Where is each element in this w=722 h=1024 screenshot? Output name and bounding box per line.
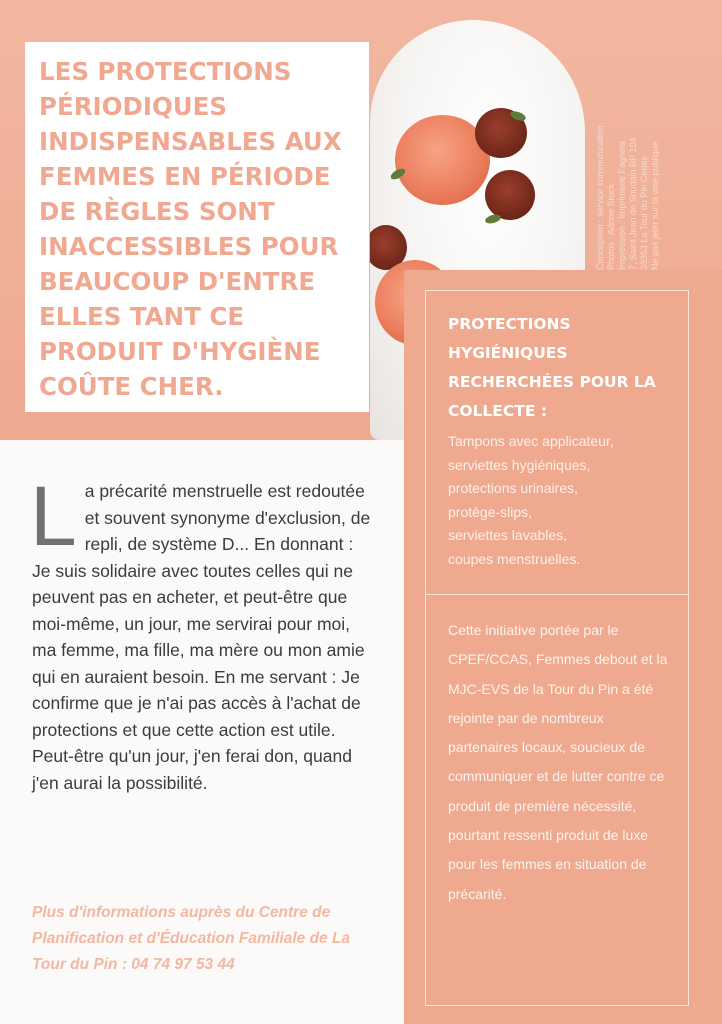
headline-box [25, 42, 369, 412]
list-item: Tampons avec applicateur, [448, 433, 614, 449]
rose-image [485, 170, 535, 220]
body-text: a précarité menstruelle est redoutée et souvent synonyme d'exclusion, de repli, de système D... En donnant : Je suis solidaire avec toutes celles qui ne peuvent pas en acheter, et peut-être que moi-même, un jour, me servirai pour moi, ma femme, ma fille, ma mère ou mon amie qui en auraient besoin. En me servant : Je confirme que je n'ai pas accès à l'achat de protections et que cette action est utile. Peut-être qu'un jour, j'en ferai don, quand j'en aurai la possibilité. [32, 481, 371, 793]
list-item: protège-slips, [448, 503, 533, 520]
list-item: coupes menstruelles. [448, 550, 581, 567]
headline: LES PROTECTIONS PÉRIODIQUES INDISPENSABLES AUX FEMMES EN PÉRIODE DE RÈGLES SONT INACCESSIBLES POUR BEAUCOUP D'ENTRE ELLES TANT CE PRODUIT D'HYGIÈNE COÛTE CHER. [39, 57, 342, 401]
contact-info: Plus d'informations auprès du Centre de Planification et d'Éducation Familiale de La Tour du Pin : 04 74 97 53 44 [32, 904, 351, 973]
list-item: serviettes lavables, [448, 527, 568, 543]
initiative-text: Cette initiative portée par le CPEF/CCAS, Femmes debout et la MJC-EVS de la Tour du Pin a été rejointe par de nombreux partenaires locaux, soucieux de communiquer et de lutter contre ce produit de première nécessité, pourtant ressenti produit de luxe pour les femmes en situation de précarité. [448, 622, 668, 902]
collect-section [448, 310, 678, 571]
collect-list [448, 430, 678, 571]
list-item: serviettes hygiéniques, [448, 456, 591, 473]
list-item: protections urinaires, [448, 480, 578, 496]
side-divider [425, 594, 689, 595]
credit-line: Ne pas jeter sur la voie publique [650, 141, 660, 270]
credit-line: 7, Saint Jean de Soudain BP 104 [628, 137, 638, 270]
collect-title: PROTECTIONS HYGIÉNIQUES RECHERCHÉES POUR LA COLLECTE : [448, 315, 656, 420]
leaf-image [484, 213, 502, 225]
credit-line: 38353 La Tour du Pin Cedex [639, 156, 649, 270]
credits-block [595, 30, 661, 270]
credit-line: Photos : Adobe Stock [606, 183, 616, 270]
body-paragraph [30, 469, 372, 796]
dropcap: L [30, 469, 77, 563]
credit-line: Impression : Imprimerie Fagnola [617, 140, 627, 270]
credit-line: Conception : service communication [595, 125, 605, 270]
